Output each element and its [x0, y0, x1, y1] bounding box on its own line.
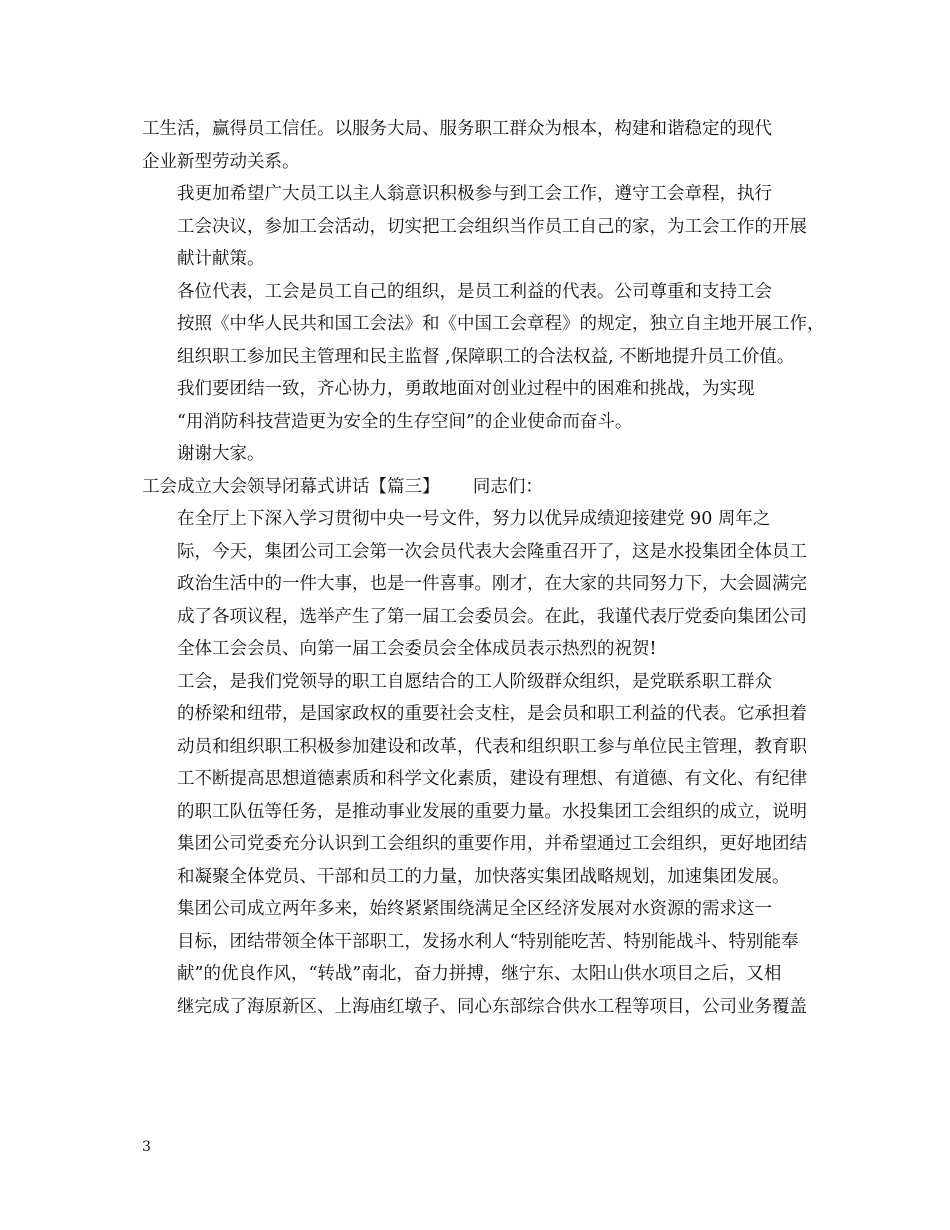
text-line: 际，今天，集团公司工会第一次会员代表大会隆重召开了，这是水投集团全体员工 — [177, 541, 807, 562]
paragraph — [142, 373, 812, 438]
paragraph — [142, 503, 812, 666]
text-line: 按照《中华人民共和国工会法》和《中国工会章程》的规定，独立自主地开展工作， — [177, 314, 825, 334]
text-line: 献计献策。 — [177, 249, 265, 269]
text-line: 谢谢大家。 — [177, 444, 265, 464]
text-line: 动员和组织职工积极参加建设和改革，代表和组织职工参与单位民主管理，教育职 — [177, 736, 807, 757]
paragraph — [142, 666, 812, 894]
page-number: 3 — [142, 1139, 151, 1155]
text-line: 我更加希望广大员工以主人翁意识积极参与到工会工作，遵守工会章程，执行 — [177, 184, 772, 204]
text-line: 集团公司党委充分认识到工会组织的重要作用，并希望通过工会组织，更好地团结 — [177, 834, 807, 854]
paragraph — [142, 438, 812, 471]
text-line: 工会决议，参加工会活动，切实把工会组织当作员工自己的家，为工会工作的开展 — [177, 216, 807, 237]
text-line: 成了各项议程，选举产生了第一届工会委员会。在此，我谨代表厅党委向集团公司 — [177, 606, 807, 627]
text-line: 的桥梁和纽带，是国家政权的重要社会支柱，是会员和职工利益的代表。它承担着 — [177, 704, 807, 724]
text-line: 我们要团结一致，齐心协力，勇敢地面对创业过程中的困难和挑战，为实现 — [177, 379, 755, 399]
text-line: 企业新型劳动关系。 — [142, 151, 300, 172]
paragraph — [142, 113, 812, 178]
text-line: 目标，团结带领全体干部职工，发扬水利人“特别能吃苦、特别能战斗、特别能奉 — [177, 931, 799, 952]
text-line: 的职工队伍等任务，是推动事业发展的重要力量。水投集团工会组织的成立，说明 — [177, 801, 807, 822]
text-line: 全体工会会员、向第一届工会委员会全体成员表示热烈的祝贺! — [177, 639, 657, 659]
text-line: 集团公司成立两年多来，始终紧紧围绕满足全区经济发展对水资源的需求这一 — [177, 899, 772, 919]
text-line: 继完成了海原新区、上海庙红墩子、同心东部综合供水工程等项目，公司业务覆盖 — [177, 996, 807, 1017]
text-line: 政治生活中的一件大事，也是一件喜事。刚才，在大家的共同努力下，大会圆满完 — [177, 574, 807, 594]
paragraph — [142, 276, 825, 374]
paragraph — [142, 893, 812, 1023]
text-line: 工生活，赢得员工信任。以服务大局、服务职工群众为根本，构建和谐稳定的现代 — [142, 119, 772, 139]
paragraph — [142, 178, 812, 276]
text-line: 组织职工参加民主管理和民主监督 ,保障职工的合法权益, 不断地提升员工价值。 — [177, 346, 795, 367]
text-line: 在全厅上下深入学习贯彻中央一号文件，努力以优异成绩迎接建党 90 周年之 — [177, 509, 771, 529]
paragraph — [142, 471, 812, 504]
text-line: 工会，是我们党领导的职工自愿结合的工人阶级群众组织，是党联系职工群众 — [177, 671, 772, 692]
text-line: 各位代表，工会是员工自己的组织，是员工利益的代表。公司尊重和支持工会 — [177, 281, 772, 302]
document-body — [142, 113, 825, 1023]
text-line: 工会成立大会领导闭幕式讲话【篇三】 同志们： — [142, 476, 543, 497]
text-line: 工不断提高思想道德素质和科学文化素质，建设有理想、有道德、有文化、有纪律 — [177, 769, 807, 789]
text-line: “用消防科技营造更为安全的生存空间”的企业使命而奋斗。 — [177, 411, 633, 432]
text-line: 和凝聚全体党员、干部和员工的力量，加快落实集团战略规划，加速集团发展。 — [177, 866, 790, 887]
text-line: 献”的优良作风，“转战”南北，奋力拼搏，继宁东、太阳山供水项目之后，又相 — [177, 964, 782, 984]
